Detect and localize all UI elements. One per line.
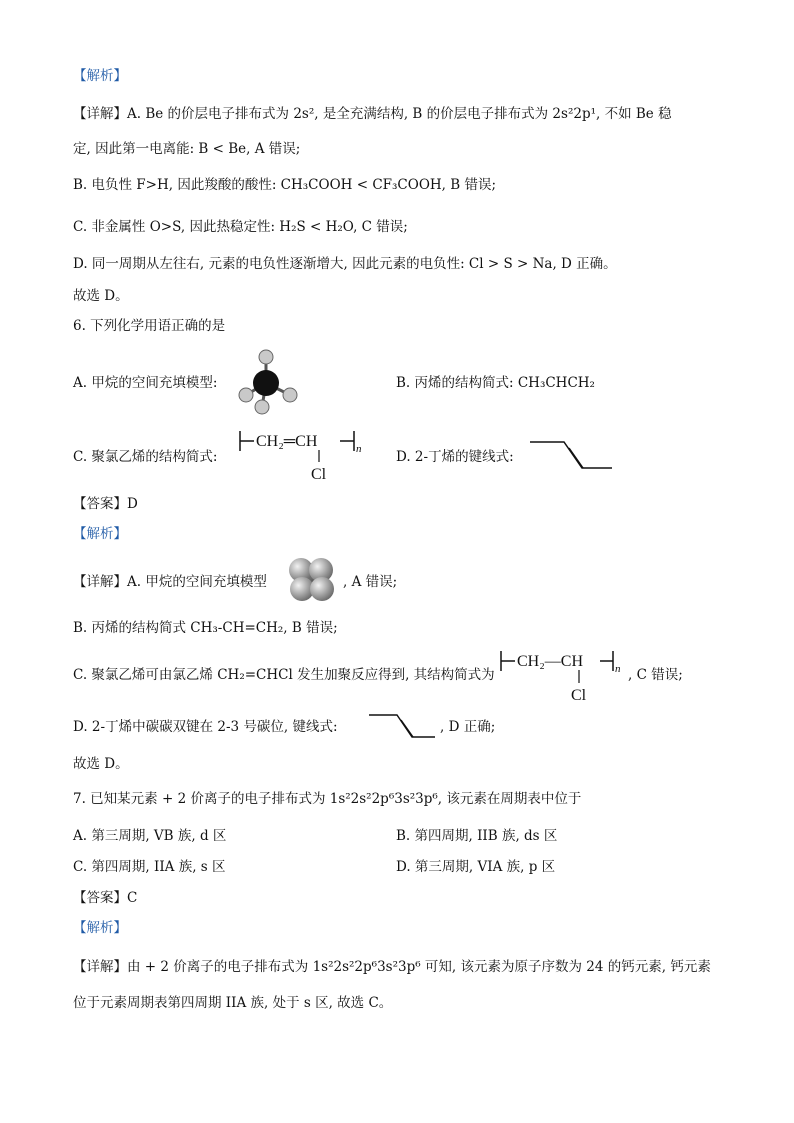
pvc-detail-main: CH₂—CH [517, 653, 584, 670]
q6-detail-d-pre: D. 2-丁烯中碳碳双键在 2-3 号碳位, 键线式: [73, 719, 338, 735]
2-butene-skeletal-detail [367, 712, 437, 740]
q7-analysis-label: 【解析】 [73, 920, 127, 936]
q6-detail-c-pre: C. 聚氯乙烯可由氯乙烯 CH₂=CHCl 发生加聚反应得到, 其结构简式为 [73, 667, 495, 683]
q7-option-c: C. 第四周期, IIA 族, s 区 [73, 859, 226, 875]
q6-option-c: C. 聚氯乙烯的结构简式: [73, 449, 218, 465]
methane-space-filling-model [284, 556, 338, 606]
q6-conclusion: 故选 D。 [73, 756, 129, 772]
q5-detail-c: C. 非金属性 O>S, 因此热稳定性: H₂S < H₂O, C 错误; [73, 219, 408, 235]
pvc-formula-cl: Cl [311, 466, 327, 483]
q7-stem: 7. 已知某元素 + 2 价离子的电子排布式为 1s²2s²2p⁶3s²3p⁶, 该元素在周期表中位于 [73, 791, 582, 807]
q7-option-d: D. 第三周期, VIA 族, p 区 [396, 859, 556, 875]
q6-answer: 【答案】D [73, 496, 138, 512]
pvc-formula-option-c [236, 426, 366, 486]
pvc-formula-main: CH₂═CH [256, 433, 318, 450]
q5-detail-a-line1: 【详解】A. Be 的价层电子排布式为 2s², 是全充满结构, B 的价层电子排布式为 2s²2p¹, 不如 Be 稳 [73, 106, 672, 122]
q7-answer: 【答案】C [73, 890, 138, 906]
pvc-detail-cl: Cl [571, 687, 587, 704]
q6-detail-d-post: , D 正确; [440, 719, 496, 735]
q6-detail-a-pre: 【详解】A. 甲烷的空间充填模型 [73, 574, 267, 590]
2-butene-skeletal-option-d [528, 438, 614, 472]
q6-detail-a-post: , A 错误; [343, 574, 398, 590]
q5-detail-d: D. 同一周期从左往右, 元素的电负性逐渐增大, 因此元素的电负性: Cl > S > Na, D 正确。 [73, 256, 617, 272]
q7-detail-line1: 【详解】由 + 2 价离子的电子排布式为 1s²2s²2p⁶3s²3p⁶ 可知, 该元素为原子序数为 24 的钙元素, 钙元素 [73, 959, 711, 975]
pvc-detail-n: n [615, 663, 621, 675]
q5-analysis-label: 【解析】 [73, 68, 127, 84]
q5-detail-b: B. 电负性 F>H, 因此羧酸的酸性: CH₃COOH < CF₃COOH, B 错误; [73, 177, 497, 193]
methane-ball-stick-model [232, 348, 302, 416]
q5-detail-a-line2: 定, 因此第一电离能: B < Be, A 错误; [73, 141, 301, 157]
q7-detail-line2: 位于元素周期表第四周期 IIA 族, 处于 s 区, 故选 C。 [73, 995, 393, 1011]
q6-option-a: A. 甲烷的空间充填模型: [73, 375, 218, 391]
q6-stem: 6. 下列化学用语正确的是 [73, 318, 226, 334]
q6-detail-c-post: , C 错误; [628, 667, 683, 683]
q6-option-d: D. 2-丁烯的键线式: [396, 449, 514, 465]
q7-option-a: A. 第三周期, VB 族, d 区 [73, 828, 227, 844]
q7-option-b: B. 第四周期, IIB 族, ds 区 [396, 828, 558, 844]
q6-detail-b: B. 丙烯的结构简式 CH₃-CH=CH₂, B 错误; [73, 620, 338, 636]
q5-conclusion: 故选 D。 [73, 288, 129, 304]
pvc-formula-detail [495, 647, 625, 707]
q6-analysis-label: 【解析】 [73, 526, 127, 542]
pvc-formula-n: n [356, 443, 362, 455]
q6-option-b: B. 丙烯的结构简式: CH₃CHCH₂ [396, 375, 595, 391]
